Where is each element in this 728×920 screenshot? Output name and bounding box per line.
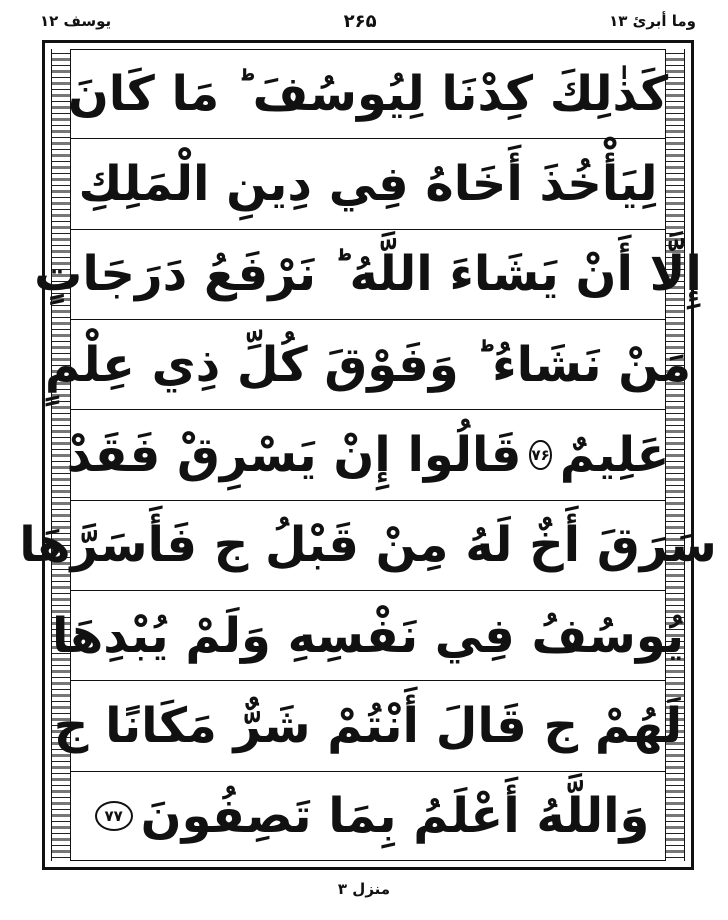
- line-text: كَذٰلِكَ كِدْنَا لِيُوسُفَ ؕ مَا كَانَ: [67, 65, 669, 122]
- page-header: [40, 6, 696, 36]
- line-text: سَرَقَ أَخٌ لَهُ مِنْ قَبْلُ ج فَأَسَرَّهَا: [19, 517, 717, 574]
- line-text: لِيَأْخُذَ أَخَاهُ فِي دِينِ الْمَلِكِ: [78, 155, 658, 212]
- verse-line-4: [44, 320, 692, 410]
- line-text-before: عَلِيمٌ: [559, 426, 670, 483]
- line-text: لَهُمْ ج قَالَ أَنْتُمْ شَرٌّ مَكَانًا ج: [53, 697, 683, 754]
- line-text: مَنْ نَشَاءُ ؕ وَفَوْقَ كُلِّ ذِي عِلْمٍ: [44, 336, 692, 393]
- line-text: يُوسُفُ فِي نَفْسِهِ وَلَمْ يُبْدِهَا: [52, 607, 684, 664]
- verse-line-9: [71, 772, 665, 861]
- verse-line-1: [67, 49, 669, 139]
- manzil-footer: منزل ۳: [337, 880, 391, 898]
- line-text-after: قَالُوا إِنْ يَسْرِقْ فَقَدْ: [66, 426, 522, 483]
- ayah-number-marker: ۷۷: [95, 801, 133, 831]
- ayah-number-marker: ۷۶: [529, 440, 551, 470]
- surah-name: یوسف ۱۲: [40, 12, 112, 30]
- line-text: إِلَّا أَنْ يَشَاءَ اللَّهُ ؕ نَرْفَعُ دَرَجَاتٍ: [34, 246, 702, 303]
- verse-line-5: [66, 410, 670, 500]
- page-number: ۲۶۵: [343, 10, 377, 32]
- verse-line-6: [19, 501, 717, 591]
- verse-line-2: [71, 139, 665, 229]
- juz-name: وما أبرئ ۱۳: [609, 12, 696, 30]
- verse-line-3: [34, 230, 702, 320]
- page-frame: [19, 40, 717, 870]
- verse-line-7: [52, 591, 684, 681]
- verse-line-8: [53, 681, 683, 771]
- verse-lines: [19, 49, 717, 861]
- line-text: وَاللَّهُ أَعْلَمُ بِمَا تَصِفُونَ: [140, 788, 650, 845]
